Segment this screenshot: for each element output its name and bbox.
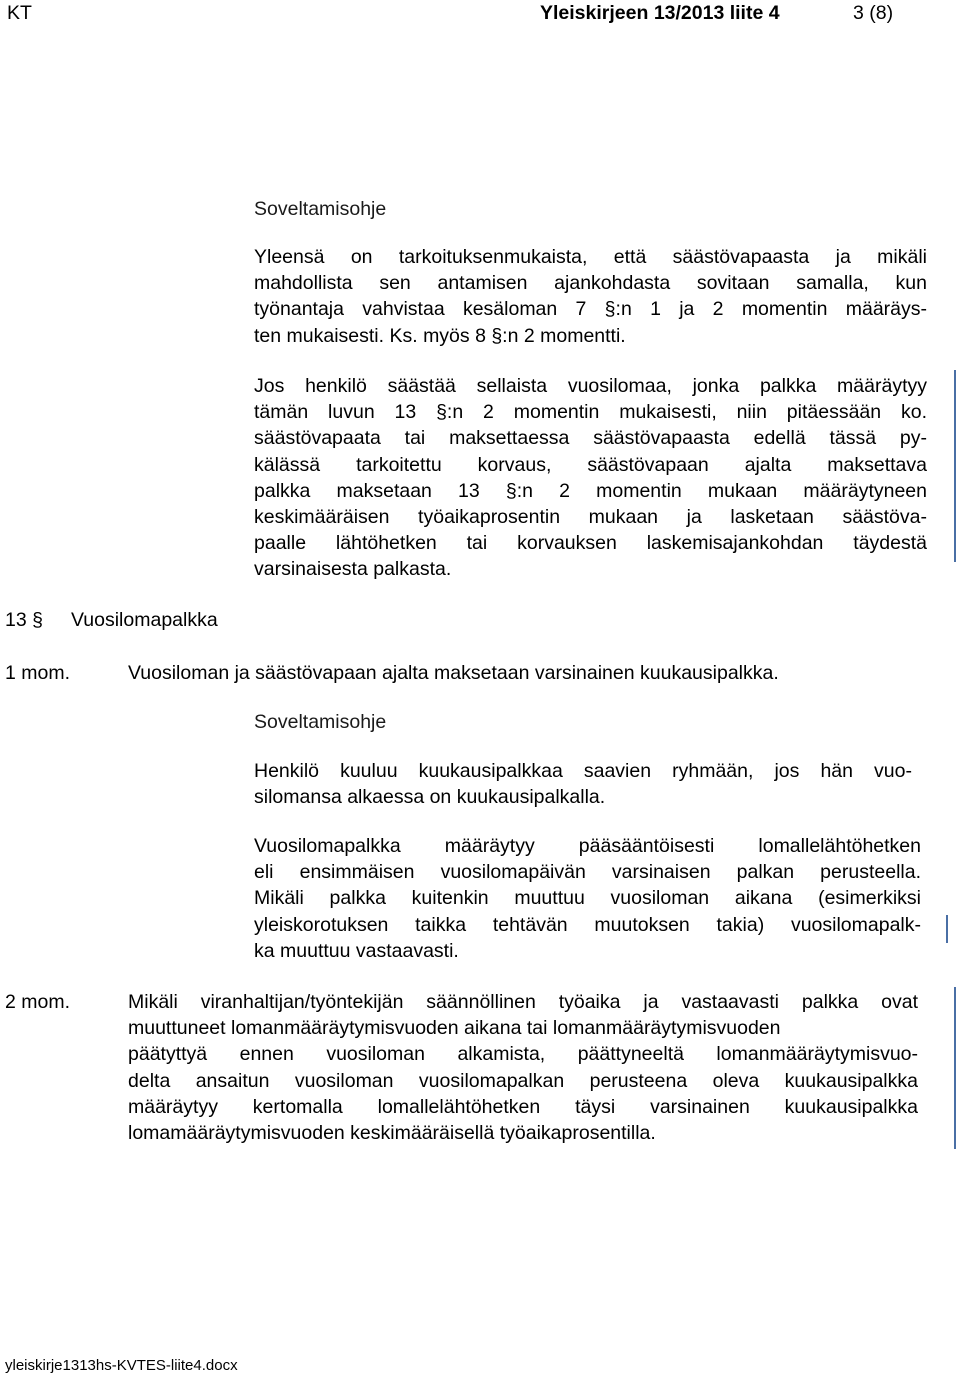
revision-change-bar (954, 987, 956, 1149)
paragraph-line: kälässä tarkoitettu korvaus, säästövapaan ajalta maksettava (254, 453, 927, 476)
paragraph-line: päätyttyä ennen vuosiloman alkamista, päättyneeltä lomanmääräytymisvuo- (128, 1043, 918, 1066)
paragraph-line: silomansa alkaessa on kuukausipalkalla. (254, 786, 606, 809)
paragraph-line: määräytyy kertomalla lomallelähtöhetken täysi varsinainen kuukausipalkka (128, 1095, 918, 1118)
footer-filename: yleiskirje1313hs-KVTES-liite4.docx (5, 1357, 238, 1374)
paragraph-line: ten mukaisesti. Ks. myös 8 §:n 2 momentti. (254, 324, 626, 347)
paragraph-line: yleiskorotuksen taikka tehtävän muutoksen takia) vuosilomapalk- (254, 913, 921, 936)
paragraph-line: Mikäli palkka kuitenkin muuttuu vuosiloman aikana (esimerkiksi (254, 887, 921, 910)
paragraph-line: säästövapaata tai maksettaessa säästövapaasta edellä tässä py- (254, 427, 927, 450)
paragraph-line: Henkilö kuuluu kuukausipalkkaa saavien ryhmään, jos hän vuo- (254, 760, 912, 782)
header-page-number: 3 (8) (853, 2, 894, 24)
moment-1-text: Vuosiloman ja säästövapaan ajalta maksetaan varsinainen kuukausipalkka. (128, 662, 779, 684)
paragraph-line: ka muuttuu vastaavasti. (254, 939, 459, 962)
guidance-2-paragraph-1 (254, 758, 912, 810)
revision-change-bar (946, 915, 948, 943)
paragraph-line: työnantaja vahvistaa kesäloman 7 §:n 1 ja 2 momentin määräys- (254, 298, 927, 321)
paragraph-line: lomamääräytymisvuoden keskimääräisellä työaikaprosentilla. (128, 1121, 656, 1144)
moment-2-label: 2 mom. (5, 991, 71, 1013)
guidance-1-paragraph-2 (254, 373, 927, 583)
guidance-heading-2 (254, 709, 927, 735)
paragraph-line: paalle lähtöhetken tai korvauksen laskemisajankohdan täydestä (254, 532, 927, 555)
header-org: KT (7, 2, 32, 24)
paragraph-line: Vuosilomapalkka määräytyy pääsääntöisesti lomallelähtöhetken (254, 835, 921, 857)
guidance-1-paragraph-1 (254, 244, 927, 349)
paragraph-line: Jos henkilö säästää sellaista vuosilomaa, jonka palkka määräytyy (254, 375, 927, 397)
paragraph-line: eli ensimmäisen vuosilomapäivän varsinaisen palkan perusteella. (254, 861, 921, 884)
section-title: Vuosilomapalkka (71, 609, 218, 631)
paragraph-line: Mikäli viranhaltijan/työntekijän säännöllinen työaika ja vastaavasti palkka ovat (128, 991, 918, 1013)
header-title: Yleiskirjeen 13/2013 liite 4 (540, 2, 780, 24)
revision-change-bar (954, 370, 956, 562)
guidance-heading-1 (254, 196, 927, 222)
paragraph-line: varsinaisesta palkasta. (254, 558, 452, 581)
paragraph-line: Yleensä on tarkoituksenmukaista, että säästövapaasta ja mikäli (254, 246, 927, 268)
guidance-heading-label: Soveltamisohje (254, 711, 387, 733)
moment-2-text (128, 989, 918, 1146)
paragraph-line: tämän luvun 13 §:n 2 momentin mukaisesti, niin pitäessään ko. (254, 401, 927, 424)
paragraph-line: delta ansaitun vuosiloman vuosilomapalkan perusteena oleva kuukausipalkka (128, 1069, 918, 1092)
paragraph-line: mahdollista sen antamisen ajankohdasta sovitaan samalla, kun (254, 272, 927, 295)
guidance-heading-label: Soveltamisohje (254, 198, 387, 220)
guidance-2-paragraph-2 (254, 833, 921, 964)
section-number: 13 § (5, 609, 43, 631)
paragraph-line: palkka maksetaan 13 §:n 2 momentin mukaan määräytyneen (254, 479, 927, 502)
moment-1-label: 1 mom. (5, 662, 71, 684)
paragraph-line: muuttuneet lomanmääräytymisvuoden aikana tai lomanmääräytymisvuoden (128, 1017, 781, 1040)
paragraph-line: keskimääräisen työaikaprosentin mukaan ja lasketaan säästöva- (254, 505, 927, 528)
